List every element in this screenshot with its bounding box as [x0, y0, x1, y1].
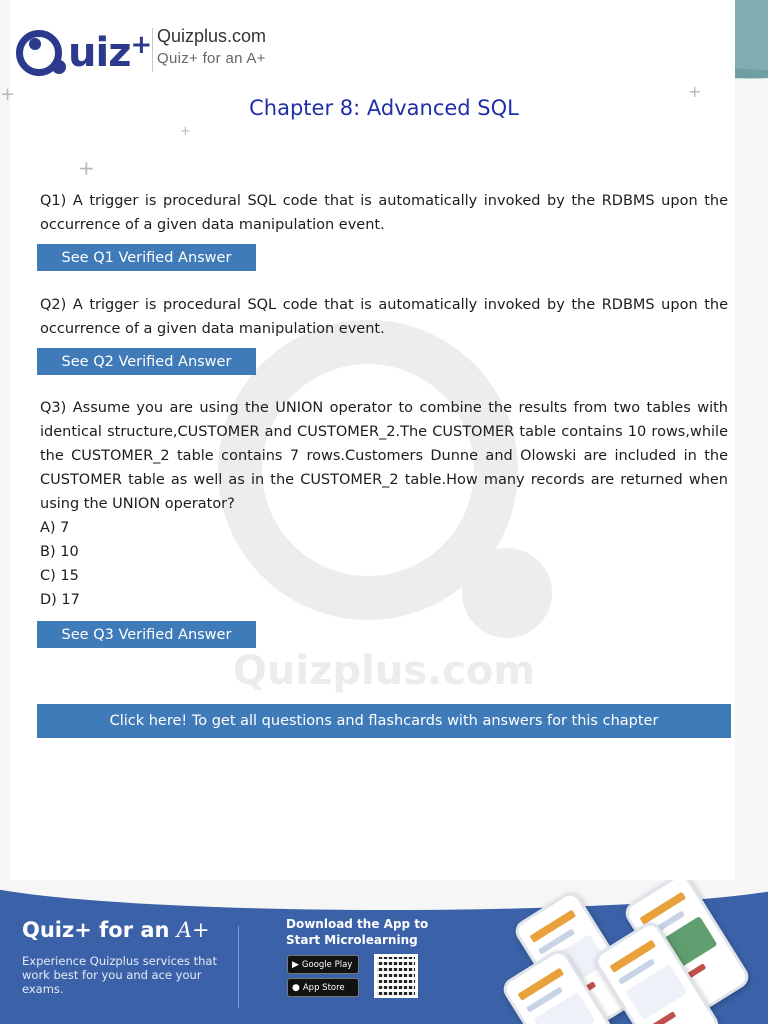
question-1-text: Q1) A trigger is procedural SQL code that is automatically invoked by the RDBMS upon the occurrence of a given data manipulation event.	[40, 193, 728, 233]
quiz-logo-head	[29, 38, 41, 50]
app-store-label: App Store	[302, 982, 345, 993]
watermark-logo-dot	[462, 548, 552, 638]
page-title: Chapter 8: Advanced SQL	[249, 96, 519, 120]
logo-separator	[152, 28, 153, 72]
footer-banner	[0, 880, 768, 1024]
question-3-option-b: B) 10	[40, 544, 79, 560]
quiz-logo-dot	[52, 60, 66, 74]
qr-code-icon[interactable]	[374, 954, 418, 998]
download-app-text: Download the App to Start Microlearning	[286, 917, 429, 947]
footer-title-prefix: Quiz+ for an	[22, 918, 170, 942]
footer-separator	[238, 926, 239, 1008]
watermark-text: Quizplus.com	[232, 648, 536, 694]
google-play-badge[interactable]	[287, 955, 359, 974]
logo-text: uiz+	[68, 30, 152, 76]
brand-header[interactable]	[16, 22, 316, 82]
logo-plus: +	[130, 30, 152, 60]
see-q3-answer-button[interactable]: See Q3 Verified Answer	[37, 621, 256, 648]
plus-decoration-icon: +	[0, 84, 16, 105]
google-play-icon: ▶	[292, 959, 299, 970]
question-2-text: Q2) A trigger is procedural SQL code that is automatically invoked by the RDBMS upon the occurrence of a given data manipulation event.	[40, 297, 728, 337]
footer-description: Experience Quizplus services that work best for you and ace your exams.	[22, 954, 217, 996]
footer-title	[22, 918, 210, 942]
see-q2-answer-button[interactable]: See Q2 Verified Answer	[37, 348, 256, 375]
brand-tagline: Quiz+ for an A+	[157, 50, 266, 67]
get-all-questions-button[interactable]: Click here! To get all questions and flashcards with answers for this chapter	[37, 704, 731, 738]
question-3-option-c: C) 15	[40, 568, 79, 584]
footer-title-aplus: A+	[176, 918, 210, 942]
apple-icon: ●	[292, 982, 300, 993]
google-play-label: Google Play	[301, 959, 353, 970]
app-store-badge[interactable]	[287, 978, 359, 997]
question-3-text: Q3) Assume you are using the UNION operator to combine the results from two tables with identical structure,CUSTOMER and CUSTOMER_2.The CUSTOMER table contains 10 rows,while the CUSTOMER_2 table contains 7 rows.Customers Dunne and Olowski are included in the CUSTOMER table as well as in the CUSTOMER_2 table.How many records are returned when using the UNION operator?	[40, 400, 728, 512]
plus-decoration-icon: +	[688, 82, 702, 101]
see-q1-answer-button[interactable]: See Q1 Verified Answer	[37, 244, 256, 271]
brand-name: Quizplus.com	[157, 26, 267, 46]
question-3-option-a: A) 7	[40, 520, 70, 536]
plus-decoration-icon: +	[78, 156, 95, 180]
question-3-option-d: D) 17	[40, 592, 80, 608]
plus-decoration-icon: +	[180, 124, 191, 139]
